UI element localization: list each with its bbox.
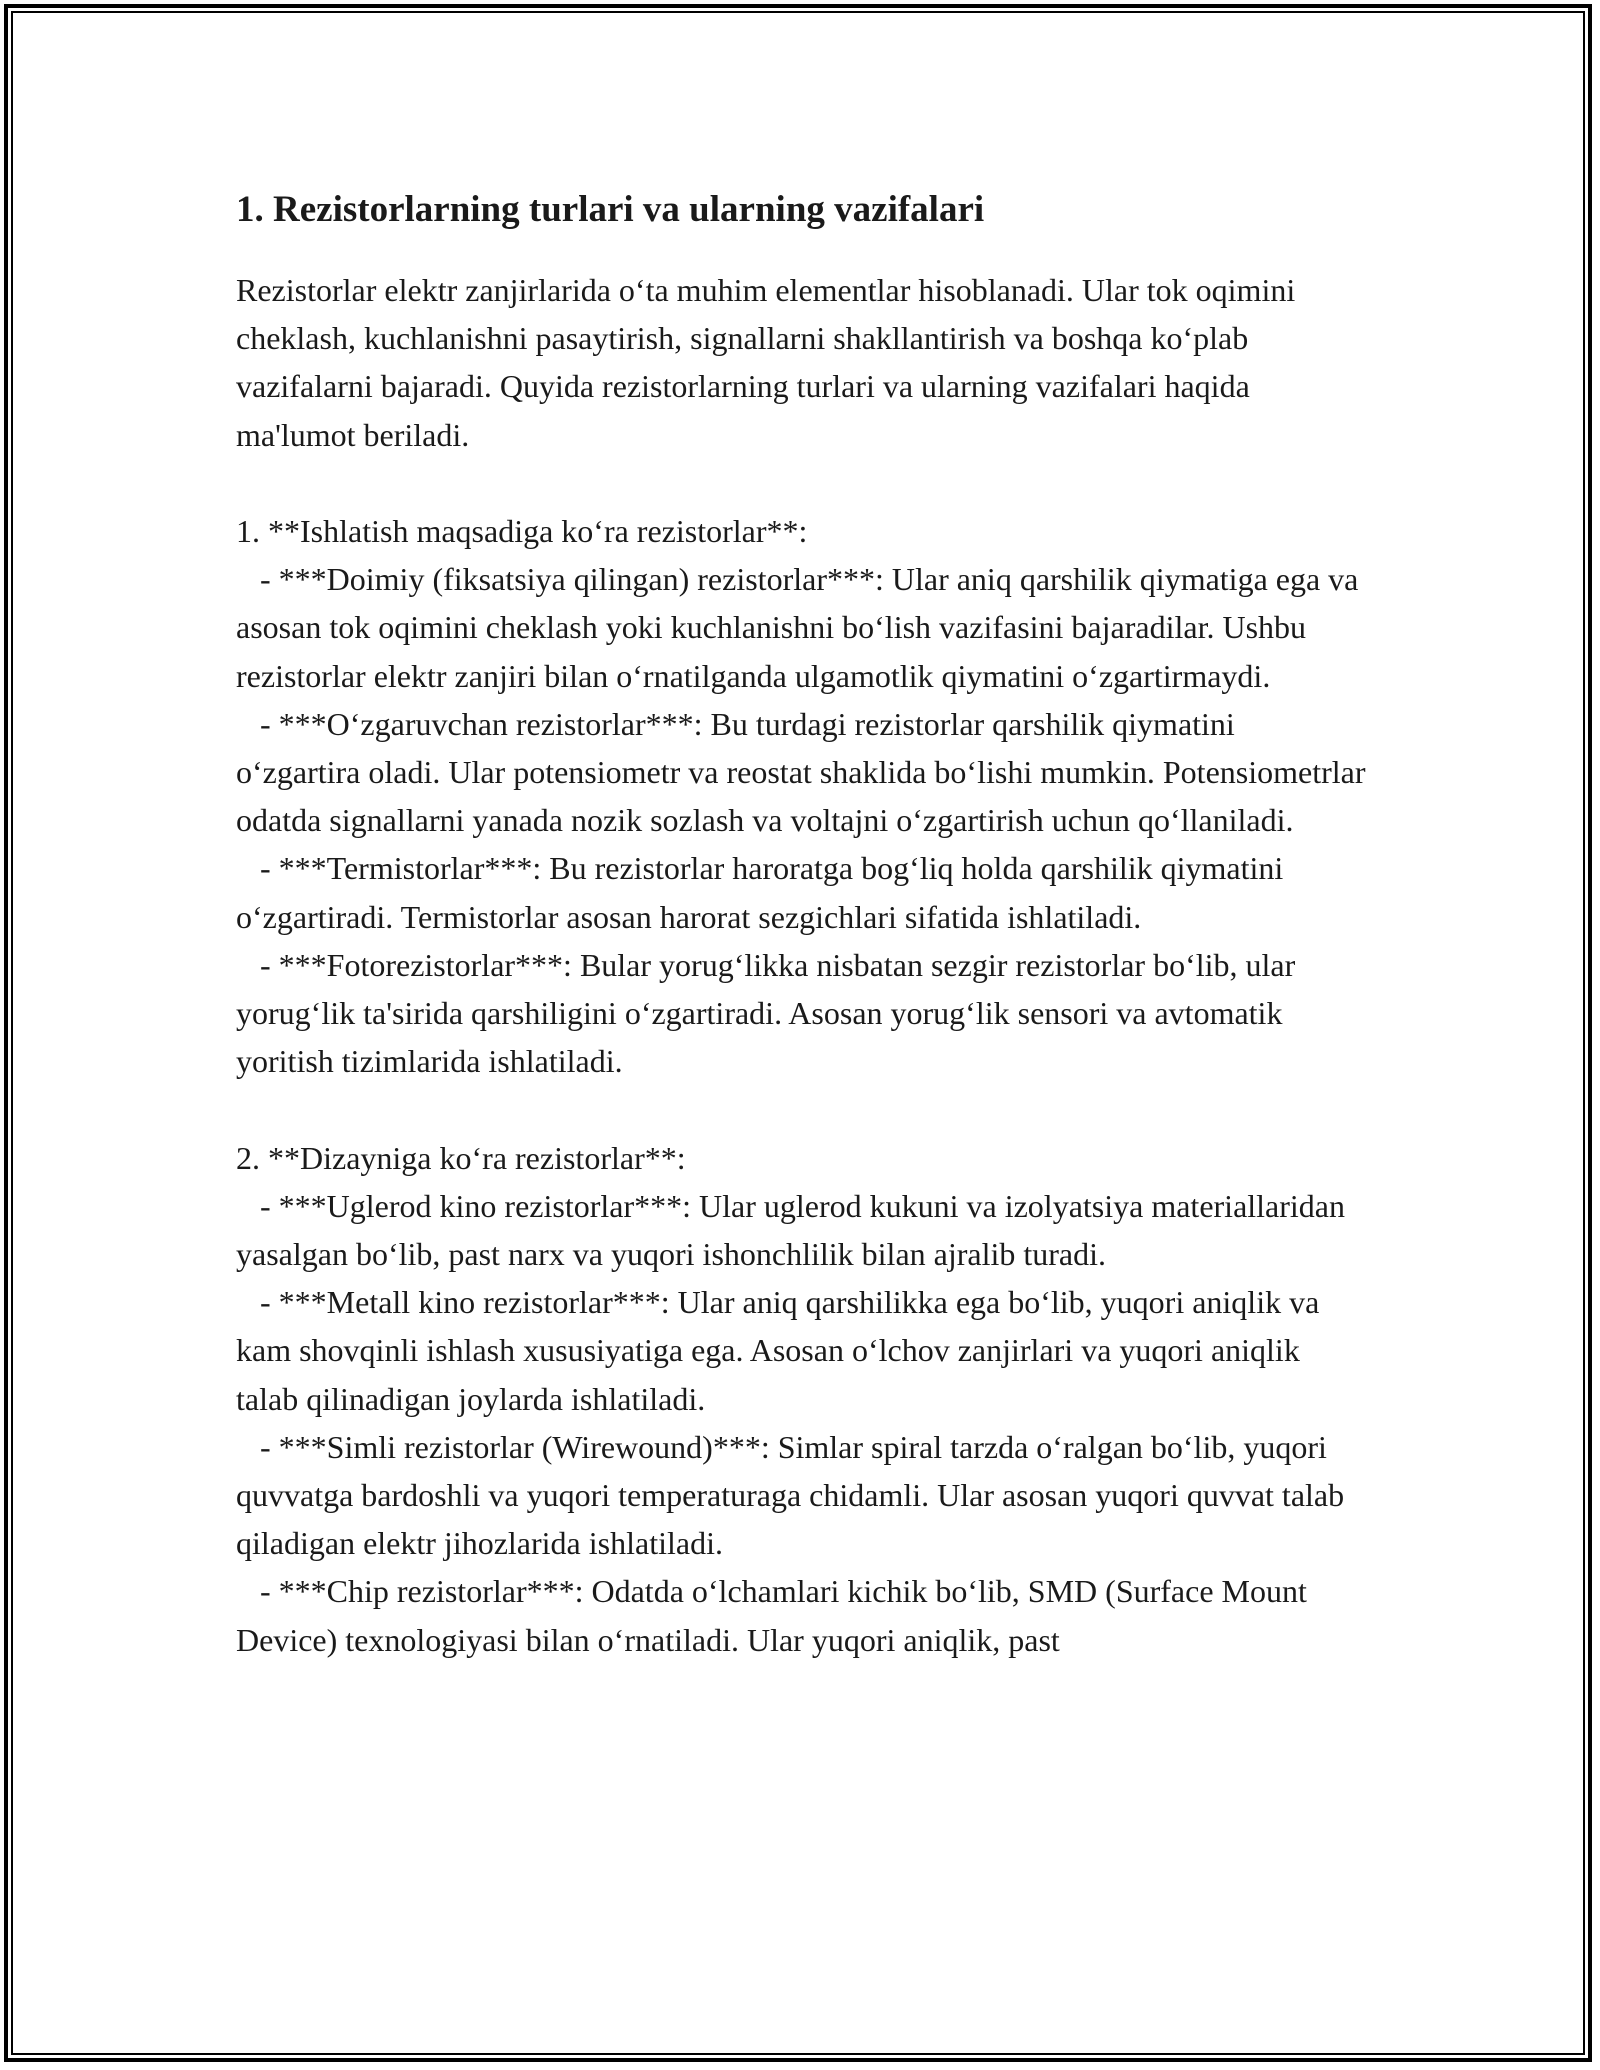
document-title: 1. Rezistorlarning turlari va ularning vazifalari (236, 189, 985, 230)
section-1-heading: 1. **Ishlatish maqsadiga koʻra rezistorlar**: (236, 513, 808, 549)
section-1-item-photoresistor: - ***Fotorezistorlar***: Bular yorugʻlikka nisbatan sezgir rezistorlar boʻlib, ular yorugʻlik ta'sirida qarshiligini oʻzgartiradi. Asosan yorugʻlik sensori va avtomatik yoritish tizimlarida ishlatiladi. (236, 946, 1304, 1080)
section-2-item-metal-film: - ***Metall kino rezistorlar***: Ular aniq qarshilikka ega boʻlib, yuqori aniqlik va kam shovqinli ishlash xususiyatiga ega. Asosan oʻlchov zanjirlari va yuqori aniqlik talab qilinadigan joylarda ishlatiladi. (236, 1284, 1328, 1417)
intro-paragraph: Rezistorlar elektr zanjirlarida oʻta muhim elementlar hisoblanadi. Ular tok oqimini cheklash, kuchlanishni pasaytirish, signallarni shakllantirish va boshqa koʻplab vazifalarni bajaradi. Quyida rezistorlarning turlari va ularning vazifalari haqida ma'lumot beriladi. (236, 272, 1304, 453)
section-2-heading: 2. **Dizayniga koʻra rezistorlar**: (236, 1139, 686, 1176)
section-1-item-fixed: - ***Doimiy (fiksatsiya qilingan) rezistorlar***: Ular aniq qarshilik qiymatiga ega va asosan tok oqimini cheklash yoki kuchlanishni boʻlish vazifasini bajaradilar. Ushbu rezistorlar elektr zanjiri bilan oʻrnatilganda ulgamotlik qiymatini oʻzgartirmaydi. (236, 561, 1367, 694)
section-1-item-variable: - ***Oʻzgaruvchan rezistorlar***: Bu turdagi rezistorlar qarshilik qiymatini oʻzgartira oladi. Ular potensiometr va reostat shaklida boʻlishi mumkin. Potensiometrlar odatda signallarni yanada nozik sozlash va voltajni oʻzgartirish uchun qoʻllaniladi. (236, 705, 1374, 839)
paragraph-gap (236, 459, 1366, 507)
section-2-item-carbon-film: - ***Uglerod kino rezistorlar***: Ular uglerod kukuni va izolyatsiya materiallaridan yasalgan boʻlib, past narx va yuqori ishonchlilik bilan ajralib turadi. (236, 1187, 1353, 1273)
section-2-item-wirewound: - ***Simli rezistorlar (Wirewound)***: Simlar spiral tarzda oʻralgan boʻlib, yuqori quvvatga bardoshli va yuqori temperaturaga chidamli. Ular asosan yuqori quvvat talab qiladigan elektr jihozlarida ishlatiladi. (236, 1428, 1353, 1562)
section-1-item-thermistor: - ***Termistorlar***: Bu rezistorlar haroratga bogʻliq holda qarshilik qiymatini oʻzgartiradi. Termistorlar asosan harorat sezgichlari sifatida ishlatiladi. (236, 850, 1292, 935)
document-body (236, 186, 1374, 1664)
section-2-item-chip: - ***Chip rezistorlar***: Odatda oʻlchamlari kichik boʻlib, SMD (Surface Mount Device) texnologiyasi bilan oʻrnatiladi. Ular yuqori aniqlik, past (236, 1573, 1315, 1658)
paragraph-gap (236, 1085, 1366, 1133)
